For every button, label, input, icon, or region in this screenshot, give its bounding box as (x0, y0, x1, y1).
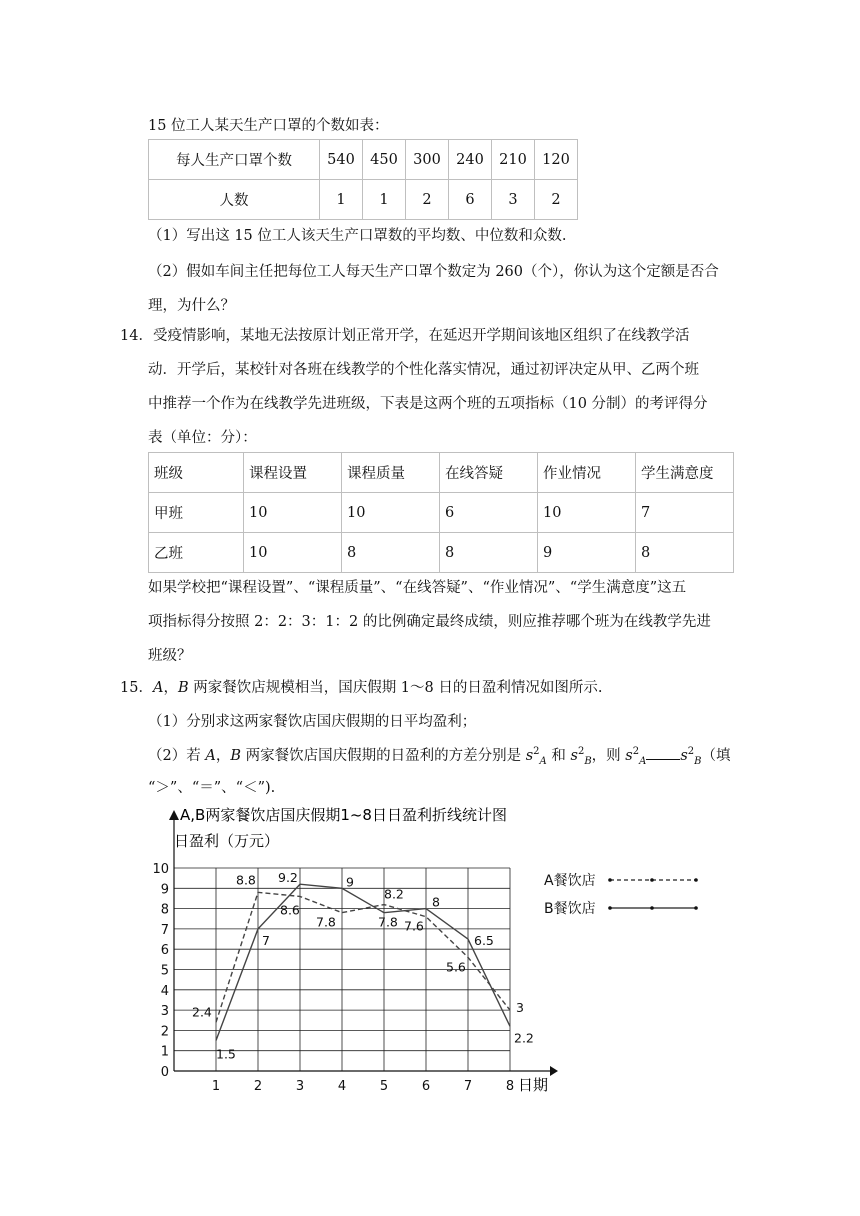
y-tick-label: 2 (160, 1024, 169, 1040)
subscript-a: A (639, 755, 647, 767)
table-cell: 210 (492, 140, 535, 180)
table-cell: 8 (440, 533, 538, 573)
table-cell: 1 (320, 180, 363, 220)
subscript-b: B (584, 755, 592, 767)
table-cell: 9 (538, 533, 636, 573)
exponent: 2 (687, 746, 695, 758)
y-tick-label: 6 (160, 943, 169, 959)
var-s: s (525, 748, 534, 764)
table-cell: 每人生产口罩个数 (149, 140, 320, 180)
table-cell: 甲班 (149, 493, 244, 533)
q15-part2 (148, 744, 731, 767)
y-axis-arrow (169, 810, 179, 820)
data-label: 8.6 (280, 902, 300, 918)
y-tick-label: 10 (152, 862, 169, 877)
x-tick-label: 7 (463, 1079, 473, 1094)
x-tick-label: 3 (295, 1079, 305, 1094)
exponent: 2 (577, 746, 585, 758)
y-tick-label: 4 (160, 983, 169, 999)
table-cell: 6 (440, 493, 538, 533)
x-tick-label: 6 (421, 1079, 431, 1094)
y-tick-label: 0 (160, 1065, 169, 1080)
table-cell: 6 (449, 180, 492, 220)
data-label: 7 (262, 932, 270, 948)
table-cell: 10 (244, 493, 342, 533)
q14-line6: 项指标得分按照 2：2：3：1：2 的比例确定最终成绩，则应推荐哪个班为在线教学先进 (148, 614, 711, 630)
table-cell: 课程设置 (244, 453, 342, 493)
table-row (149, 453, 734, 493)
table-row (149, 533, 734, 573)
line-chart (140, 800, 740, 1100)
q15-part1: （1）分别求这两家餐饮店国庆假期的日平均盈利； (148, 714, 477, 730)
legend-dot (608, 906, 612, 910)
var-s: s (570, 748, 578, 764)
table-cell: 人数 (149, 180, 320, 220)
punct: ， (163, 680, 178, 696)
chart-title: A,B两家餐饮店国庆假期1~8日日盈利折线统计图 (180, 806, 507, 824)
table-cell: 2 (406, 180, 449, 220)
table-cell: 班级 (149, 453, 244, 493)
data-label: 8.2 (384, 886, 404, 902)
data-label: 8.8 (236, 872, 256, 888)
table-cell: 8 (636, 533, 734, 573)
text: 两家餐饮店国庆假期的日盈利的方差分别是 (240, 748, 526, 764)
data-label: 6.5 (474, 933, 494, 949)
x-tick-label: 5 (379, 1079, 389, 1094)
y-tick-label: 9 (160, 882, 169, 898)
table-cell: 2 (535, 180, 578, 220)
table-cell: 学生满意度 (636, 453, 734, 493)
q14-line4: 表（单位：分）： (148, 430, 257, 446)
legend-dot (650, 878, 654, 882)
exponent: 2 (533, 746, 540, 758)
x-tick-label: 1 (211, 1079, 221, 1094)
y-tick-label: 7 (160, 922, 169, 938)
data-label: 7.8 (316, 914, 336, 930)
q13-part1: （1）写出这 15 位工人该天生产口罩数的平均数、中位数和众数. (148, 228, 567, 244)
table-cell: 3 (492, 180, 535, 220)
data-label: 9 (346, 874, 354, 890)
q13-table (148, 139, 578, 220)
x-axis-label: 日期 (518, 1076, 549, 1094)
table-cell: 120 (535, 140, 578, 180)
legend-label: B餐饮店 (544, 901, 596, 917)
y-tick-label: 5 (160, 963, 169, 979)
x-tick-label: 4 (337, 1079, 347, 1094)
x-tick-label: 8 (505, 1079, 515, 1094)
y-axis-label: 日盈利（万元） (174, 832, 280, 850)
legend-dot (608, 878, 612, 882)
y-tick-label: 8 (160, 902, 169, 918)
var-a: A (152, 680, 164, 696)
data-label: 2.4 (192, 1004, 212, 1020)
subscript-a: A (539, 755, 547, 767)
table-cell: 10 (538, 493, 636, 533)
table-row (149, 180, 578, 220)
text: ，则 (591, 748, 626, 764)
q13-intro: 15 位工人某天生产口罩的个数如表： (148, 118, 389, 134)
data-label: 9.2 (278, 870, 298, 886)
text: 和 (546, 748, 571, 764)
chart-ticks (152, 862, 514, 1094)
legend-dot (694, 878, 698, 882)
data-label: 8 (432, 894, 440, 910)
legend-label: A餐饮店 (544, 873, 596, 889)
data-label: 7.6 (404, 918, 424, 934)
table-cell: 300 (406, 140, 449, 180)
text: （2）若 (148, 748, 206, 764)
q15-number: 15． (120, 680, 153, 696)
data-label: 2.2 (514, 1030, 534, 1046)
var-a: A (205, 748, 216, 764)
x-tick-label: 2 (253, 1079, 263, 1094)
table-row (149, 140, 578, 180)
table-cell: 450 (363, 140, 406, 180)
q14-line5: 如果学校把“课程设置”、“课程质量”、“在线答疑”、“作业情况”、“学生满意度”这五 (148, 580, 687, 596)
q14-line3: 中推荐一个作为在线教学先进班级，下表是这两个班的五项指标（10 分制）的考评得分 (148, 396, 708, 412)
q15-line1 (120, 676, 602, 697)
var-s: s (625, 748, 633, 764)
q14-line2: 动．开学后，某校针对各班在线教学的个性化落实情况，通过初评决定从甲、乙两个班 (148, 362, 699, 378)
table-cell: 240 (449, 140, 492, 180)
data-label: 5.6 (446, 959, 466, 975)
chart-legend (544, 872, 698, 917)
table-cell: 1 (363, 180, 406, 220)
exponent: 2 (632, 746, 640, 758)
data-label: 3 (516, 1000, 524, 1016)
var-b: B (230, 748, 241, 764)
table-cell: 10 (342, 493, 440, 533)
y-tick-label: 3 (160, 1004, 169, 1020)
table-cell: 在线答疑 (440, 453, 538, 493)
subscript-b: B (694, 755, 702, 767)
data-label: 7.8 (378, 914, 398, 930)
punct: ， (215, 748, 231, 764)
table-cell: 540 (320, 140, 363, 180)
table-cell: 10 (244, 533, 342, 573)
q15-line3: “＞”、“＝”、“＜”). (148, 780, 276, 796)
var-b: B (177, 680, 189, 696)
var-s: s (680, 748, 688, 764)
q15-line1-text: 两家餐饮店规模相当，国庆假期 1～8 日的日盈利情况如图所示. (188, 680, 603, 696)
legend-dot (650, 906, 654, 910)
table-cell: 8 (342, 533, 440, 573)
table-cell: 作业情况 (538, 453, 636, 493)
table-cell: 乙班 (149, 533, 244, 573)
x-axis-arrow (550, 1066, 558, 1076)
q14-table (148, 452, 734, 573)
q14-line1: 14．受疫情影响，某地无法按原计划正常开学，在延迟开学期间该地区组织了在线教学活 (120, 328, 690, 344)
series-b-line (216, 884, 510, 1040)
q13-part2-line2: 理，为什么？ (148, 298, 235, 314)
series-a-line (216, 892, 510, 1022)
answer-blank[interactable] (646, 745, 680, 760)
table-cell: 课程质量 (342, 453, 440, 493)
legend-dot (694, 906, 698, 910)
table-cell: 7 (636, 493, 734, 533)
q14-line7: 班级？ (148, 648, 192, 664)
table-row (149, 493, 734, 533)
y-tick-label: 1 (160, 1044, 169, 1060)
q13-part2-line1: （2）假如车间主任把每位工人每天生产口罩个数定为 260（个），你认为这个定额是否合 (148, 264, 719, 280)
chart-series (192, 870, 534, 1061)
text: （填 (701, 748, 731, 764)
data-label: 1.5 (216, 1046, 236, 1062)
